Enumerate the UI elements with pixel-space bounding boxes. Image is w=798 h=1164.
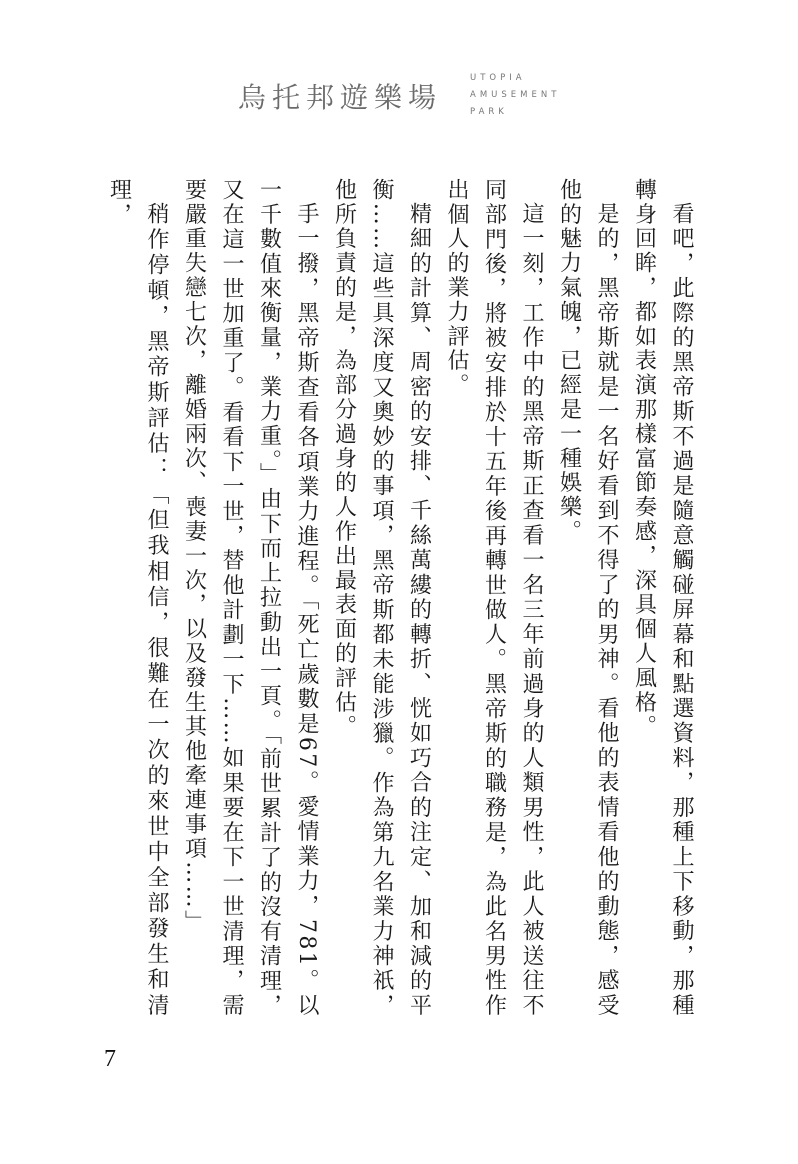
paragraph: 稍作停頓，黑帝斯評估：「但我相信，很難在一次的來世中全部發生和清理， — [106, 178, 169, 1018]
paragraph: 這一刻，工作中的黑帝斯正查看一名三年前過身的人類男性，此人被送往不同部門後，將被安排於十五年後再轉世做人。黑帝斯的職務是，為此名男性作出個人的業力評估。 — [444, 178, 544, 1018]
book-title: 烏托邦遊樂場 — [238, 81, 443, 114]
subtitle-line: AMUSEMENT — [470, 90, 561, 100]
paragraph: 精細的計算、周密的安排、千絲萬縷的轉折、恍如巧合的注定、加和減的平衡……這些具深度又奧妙的事項，黑帝斯都未能涉獵。作為第九名業力神祇，他所負責的是，為部分過身的人作出最表面的評估。 — [331, 178, 432, 1018]
book-subtitle — [470, 70, 560, 121]
page-header — [0, 0, 798, 140]
paragraph: 看吧，此際的黑帝斯不過是隨意觸碰屏幕和點選資料，那種上下移動，那種轉身回眸，都如表演那樣富節奏感，深具個人風格。 — [631, 178, 694, 1018]
subtitle-line: UTOPIA — [470, 73, 526, 83]
paragraph: 手一撥，黑帝斯查看各項業力進程。「死亡歲數是67。愛情業力，781。以一千數值來衡量，業力重。」由下而上拉動出一頁。「前世累計了的沒有清理，又在這一世加重了。看看下一世，替他計劃一下……如果要在下一世清理，需要嚴重失戀七次，離婚兩次、喪妻一次，以及發生其他牽連事項……」 — [181, 178, 319, 1018]
body-text — [100, 178, 700, 1018]
subtitle-line: PARK — [470, 107, 508, 117]
page-number: 7 — [104, 1046, 116, 1072]
paragraph: 是的，黑帝斯就是一名好看到不得了的男神。看他的表情看他的動態，感受他的魅力氣魄，已經是一種娛樂。 — [556, 178, 619, 1018]
